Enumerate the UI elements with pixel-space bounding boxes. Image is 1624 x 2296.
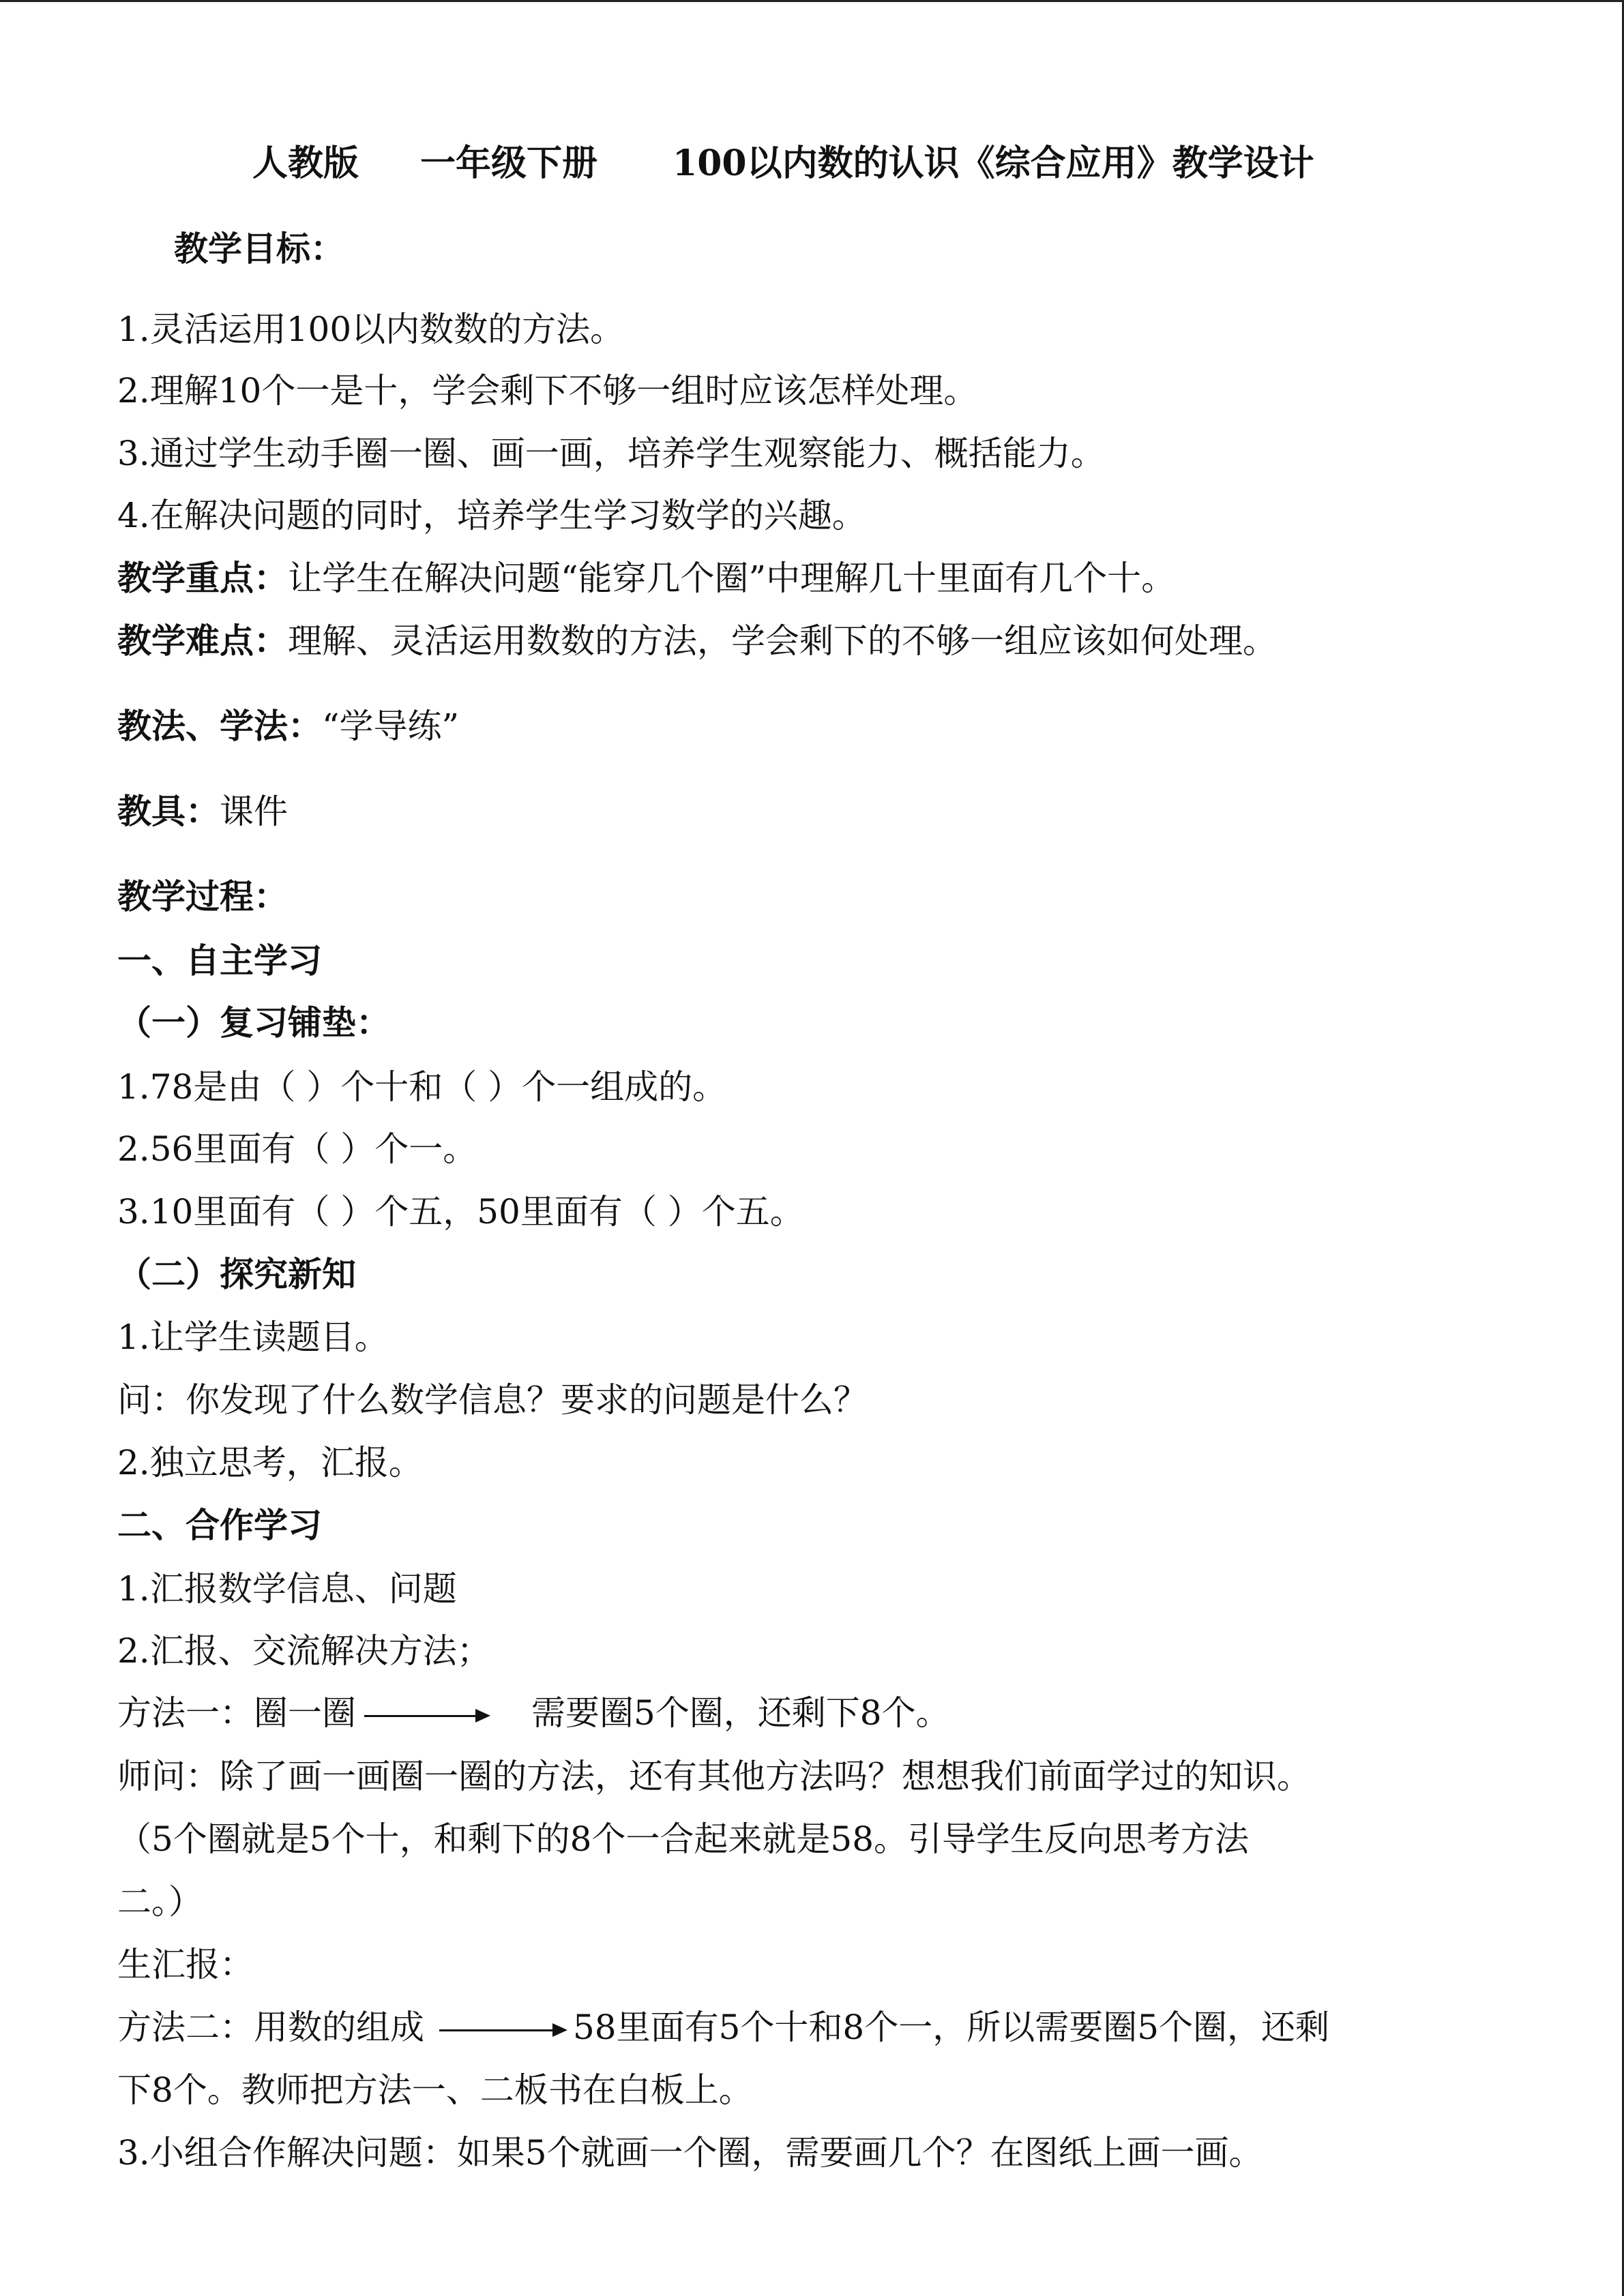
process-heading: 教学过程： <box>117 876 288 916</box>
student-report: 生汇报： <box>117 1945 254 1984</box>
teaching-tools <box>117 790 288 833</box>
coop-item: 3.小组合作解决问题：如果5个就画一个圈，需要画几个？在图纸上画一画。 <box>117 2133 1263 2173</box>
right-arrow-icon <box>439 2023 567 2037</box>
objective-item: 2.理解10个一是十，学会剩下不够一组时应该怎样处理。 <box>117 371 978 411</box>
method-text: “学导练” <box>322 706 460 746</box>
explore-item: 1.让学生读题目。 <box>117 1317 389 1357</box>
method1-line <box>117 1691 950 1735</box>
tools-label: 教具： <box>117 791 220 831</box>
objective-item: 3.通过学生动手圈一圈、画一画，培养学生观察能力、概括能力。 <box>117 434 1105 473</box>
objectives-heading: 教学目标： <box>174 228 344 269</box>
teacher-question: 师问：除了画一画圈一圈的方法，还有其他方法吗？想想我们前面学过的知识。 <box>117 1757 1311 1796</box>
method2-prefix: 方法二：用数的组成 <box>117 2008 424 2047</box>
difficulty <box>117 619 1277 663</box>
guidance-note: 二。） <box>117 1882 203 1922</box>
sub1-heading: （一）复习铺垫： <box>117 1002 390 1043</box>
objective-item: 1.灵活运用100以内数数的方法。 <box>117 310 625 349</box>
key-point-text: 让学生在解决问题“能穿几个圈”中理解几十里面有几个十。 <box>288 558 1176 598</box>
tools-text: 课件 <box>220 792 288 831</box>
explore-item: 2.独立思考，汇报。 <box>117 1443 423 1482</box>
method2-continuation: 下8个。教师把方法一、二板书在白板上。 <box>117 2070 753 2110</box>
part2-heading: 二、合作学习 <box>117 1505 322 1545</box>
objective-item: 4.在解决问题的同时，培养学生学习数学的兴趣。 <box>117 496 866 535</box>
difficulty-label: 教学难点： <box>117 621 288 661</box>
difficulty-text: 理解、灵活运用数数的方法，学会剩下的不够一组应该如何处理。 <box>288 621 1277 661</box>
part1-heading: 一、自主学习 <box>117 940 322 981</box>
title-grade: 一年级下册 <box>420 143 598 184</box>
review-item: 1.78是由（ ）个十和（ ）个一组成的。 <box>117 1067 727 1107</box>
key-point-label: 教学重点： <box>117 558 288 598</box>
title-topic: 100以内数的认识《综合应用》教学设计 <box>673 143 1314 184</box>
sub2-heading: （二）探究新知 <box>117 1254 356 1294</box>
method1-prefix: 方法一：圈一圈 <box>117 1693 356 1733</box>
title-publisher: 人教版 <box>252 143 359 184</box>
method1-result: 需要圈5个圈，还剩下8个。 <box>531 1693 950 1733</box>
right-arrow-icon <box>364 1709 490 1723</box>
teaching-method <box>117 704 459 748</box>
method-label: 教法、学法： <box>117 706 322 746</box>
key-point <box>117 556 1175 600</box>
document-title <box>252 142 1314 185</box>
explore-item: 问：你发现了什么数学信息？要求的问题是什么？ <box>117 1380 868 1420</box>
coop-item: 2.汇报、交流解决方法； <box>117 1631 491 1671</box>
method2-line <box>117 2006 1329 2049</box>
review-item: 3.10里面有（ ）个五，50里面有（ ）个五。 <box>117 1192 804 1232</box>
review-item: 2.56里面有（ ）个一。 <box>117 1129 477 1169</box>
method2-result: 58里面有5个十和8个一，所以需要圈5个圈，还剩 <box>573 2008 1330 2047</box>
coop-item: 1.汇报数学信息、问题 <box>117 1569 457 1609</box>
guidance-note: （5个圈就是5个十，和剩下的8个一合起来就是58。引导学生反向思考方法 <box>117 1819 1250 1859</box>
